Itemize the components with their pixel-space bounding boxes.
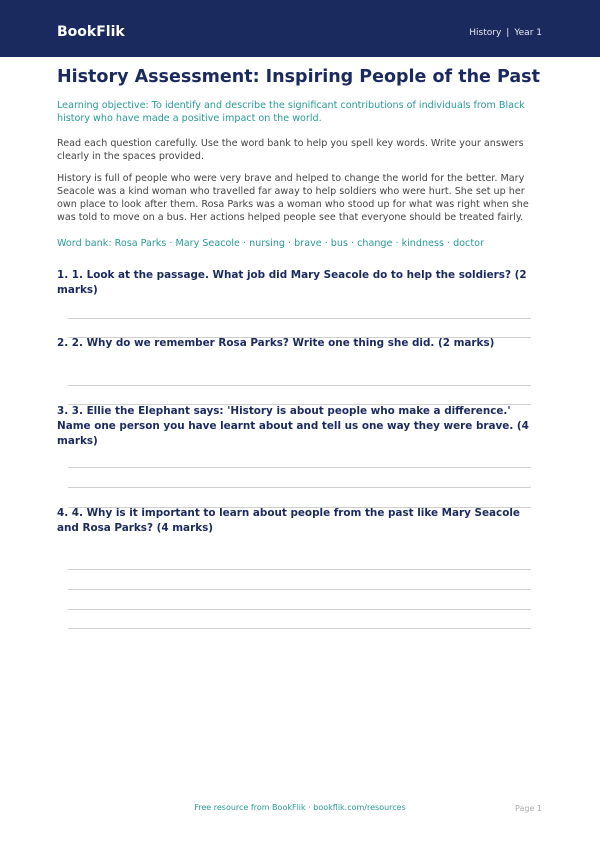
question-3: 3. 3. Ellie the Elephant says: 'History is about people who make a difference.' Name one person you have learnt about and tell us one way they were brave. (4 marks) bbox=[57, 405, 529, 447]
word-bank: Word bank: Rosa Parks · Mary Seacole · nursing · brave · bus · change · kindness · doctor bbox=[57, 238, 484, 249]
brand-logo-text: BookFlik bbox=[57, 24, 125, 40]
learning-objective: Learning objective: To identify and describe the significant contributions of individuals from Black history who have made a positive impact on the world. bbox=[57, 100, 525, 124]
question-divider bbox=[68, 404, 531, 405]
page-header bbox=[0, 0, 600, 57]
header-meta bbox=[469, 26, 542, 40]
answer-line[interactable] bbox=[68, 589, 531, 590]
question-4: 4. 4. Why is it important to learn about people from the past like Mary Seacole and Rosa Parks? (4 marks) bbox=[57, 507, 520, 534]
year-label: Year 1 bbox=[514, 28, 542, 38]
answer-line[interactable] bbox=[68, 487, 531, 488]
page-title: History Assessment: Inspiring People of the Past bbox=[57, 67, 540, 87]
footer-link[interactable]: Free resource from BookFlik · bookflik.com/resources bbox=[194, 803, 406, 812]
instructions: Read each question carefully. Use the word bank to help you spell key words. Write your answers clearly in the spaces provided. bbox=[57, 138, 524, 162]
question-1: 1. 1. Look at the passage. What job did Mary Seacole do to help the soldiers? (2 marks) bbox=[57, 269, 527, 296]
reading-passage: History is full of people who were very brave and helped to change the world for the better. Mary Seacole was a kind woman who travelled far away to help soldiers who were hurt. She set up her own place to look after them. Rosa Parks was a woman who stood up for what was right when she was told to move on a bus. Her actions helped people see that everyone should be treated fairly. bbox=[57, 173, 529, 223]
header-separator: | bbox=[506, 28, 510, 38]
page-number: Page 1 bbox=[515, 804, 542, 813]
question-divider bbox=[68, 507, 531, 508]
answer-line[interactable] bbox=[68, 385, 531, 386]
answer-line[interactable] bbox=[68, 569, 531, 570]
answer-line[interactable] bbox=[68, 628, 531, 629]
question-2: 2. 2. Why do we remember Rosa Parks? Write one thing she did. (2 marks) bbox=[57, 337, 495, 349]
answer-line[interactable] bbox=[68, 318, 531, 319]
question-divider bbox=[68, 337, 531, 338]
answer-line[interactable] bbox=[68, 609, 531, 610]
subject-label: History bbox=[469, 28, 502, 38]
answer-line[interactable] bbox=[68, 467, 531, 468]
